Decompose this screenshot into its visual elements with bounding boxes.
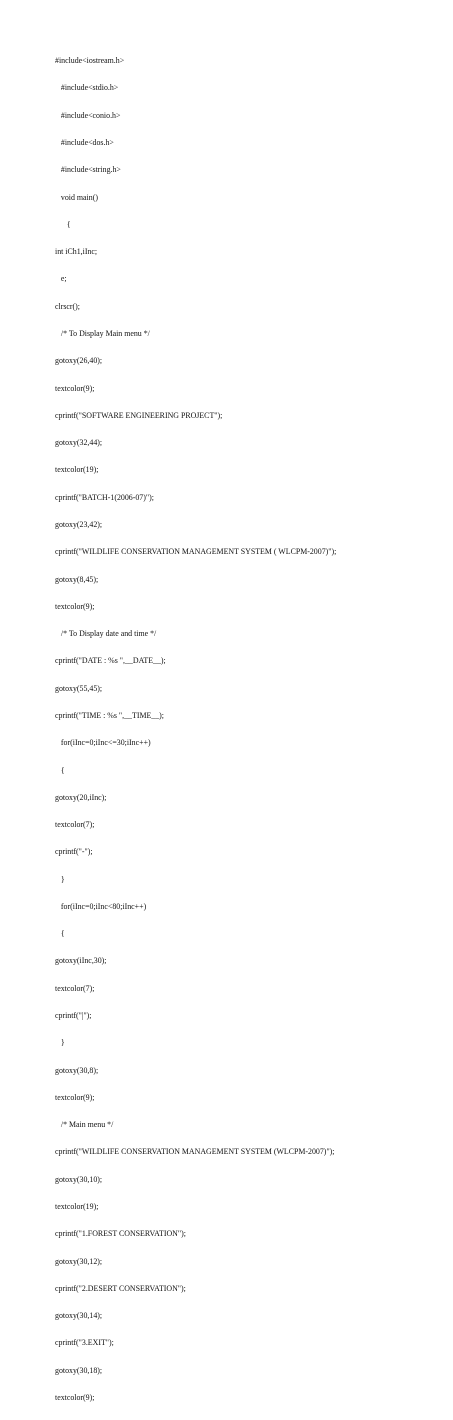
code-line: textcolor(9); bbox=[55, 383, 95, 393]
code-line: clrscr(); bbox=[55, 301, 80, 311]
code-line: textcolor(9); bbox=[55, 601, 95, 611]
code-line: gotoxy(26,40); bbox=[55, 356, 103, 366]
code-line: #include<string.h> bbox=[55, 165, 121, 175]
code-line: { bbox=[55, 929, 65, 939]
code-line: { bbox=[55, 219, 71, 229]
code-line: { bbox=[55, 765, 65, 775]
code-line: #include<iostream.h> bbox=[55, 56, 125, 66]
code-line: } bbox=[55, 874, 65, 884]
code-line: gotoxy(30,8); bbox=[55, 1065, 99, 1075]
code-line: cprintf("DATE : %s ",__DATE__); bbox=[55, 656, 166, 666]
code-line: gotoxy(30,14); bbox=[55, 1311, 103, 1321]
code-line: gotoxy(30,12); bbox=[55, 1256, 103, 1266]
code-line: textcolor(19); bbox=[55, 465, 99, 475]
code-line: /* To Display Main menu */ bbox=[55, 329, 150, 338]
code-line: gotoxy(8,45); bbox=[55, 574, 99, 584]
code-line: cprintf("2.DESERT CONSERVATION"); bbox=[55, 1283, 186, 1293]
code-line: cprintf("SOFTWARE ENGINEERING PROJECT"); bbox=[55, 410, 223, 420]
code-line: gotoxy(30,10); bbox=[55, 1174, 103, 1184]
code-line: void main() bbox=[55, 192, 98, 202]
code-line: textcolor(9); bbox=[55, 1392, 95, 1402]
code-line: cprintf("BATCH-1(2006-07)"); bbox=[55, 492, 154, 502]
code-line: /* To Display date and time */ bbox=[55, 629, 157, 639]
code-line: } bbox=[55, 1038, 65, 1048]
code-line: e; bbox=[55, 274, 67, 284]
code-line: for(iInc=0;iInc<=30;iInc++) bbox=[55, 738, 151, 748]
code-line: cprintf("1.FOREST CONSERVATION"); bbox=[55, 1229, 186, 1239]
code-line: for(iInc=0;iInc<80;iInc++) bbox=[55, 901, 147, 911]
code-line: cprintf("-"); bbox=[55, 847, 93, 857]
code-line: cprintf("|"); bbox=[55, 1011, 92, 1021]
code-line: gotoxy(iInc,30); bbox=[55, 956, 107, 966]
code-line: textcolor(19); bbox=[55, 1202, 99, 1211]
code-line: textcolor(9); bbox=[55, 1092, 95, 1102]
code-line: gotoxy(32,44); bbox=[55, 438, 103, 448]
code-line: gotoxy(30,18); bbox=[55, 1365, 103, 1375]
source-code-block bbox=[55, 38, 336, 1420]
code-line: cprintf("TIME : %s ",__TIME__); bbox=[55, 710, 164, 720]
code-line: gotoxy(55,45); bbox=[55, 683, 103, 693]
code-line: int iCh1,iInc; bbox=[55, 247, 98, 257]
code-line: /* Main menu */ bbox=[55, 1120, 114, 1130]
code-line: gotoxy(20,iInc); bbox=[55, 792, 107, 802]
code-line: cprintf("WILDLIFE CONSERVATION MANAGEMENT SYSTEM ( WLCPM-2007)"); bbox=[55, 547, 337, 557]
code-line: #include<conio.h> bbox=[55, 110, 121, 120]
code-line: #include<stdio.h> bbox=[55, 83, 119, 93]
code-line: cprintf("WILDLIFE CONSERVATION MANAGEMENT SYSTEM (WLCPM-2007)"); bbox=[55, 1147, 335, 1157]
code-line: cprintf("3.EXIT"); bbox=[55, 1338, 114, 1348]
code-line: gotoxy(23,42); bbox=[55, 519, 103, 529]
code-line: #include<dos.h> bbox=[55, 138, 114, 148]
code-line: textcolor(7); bbox=[55, 820, 95, 830]
code-line: textcolor(7); bbox=[55, 983, 95, 993]
